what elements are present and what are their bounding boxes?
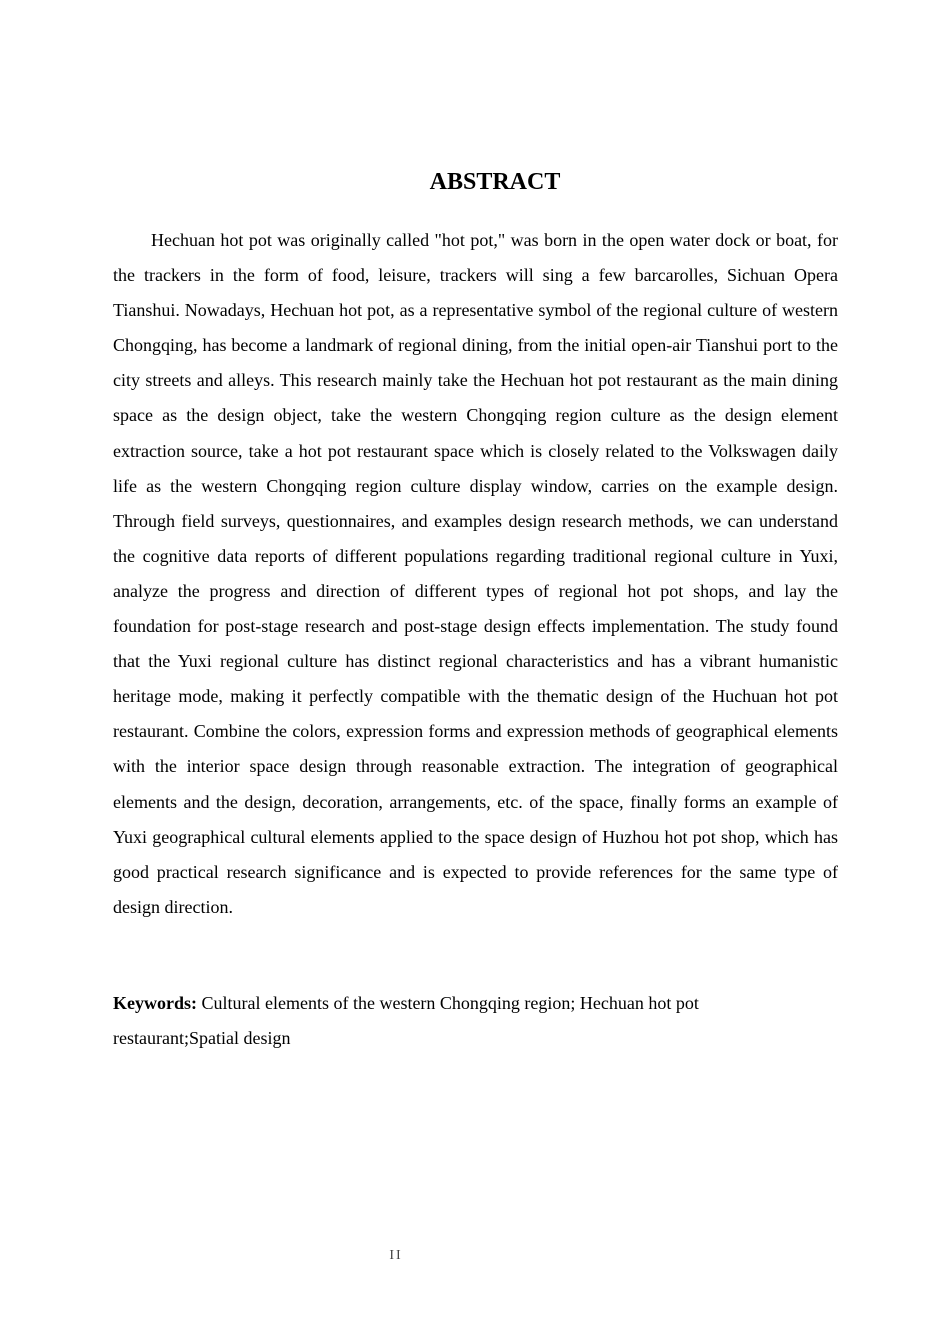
abstract-paragraph: Hechuan hot pot was originally called "hot pot," was born in the open water dock or boat, for the trackers in the form of food, leisure, trackers will sing a few barcarolles, Sichuan Opera Tianshui. Nowadays, Hechuan hot pot, as a representative symbol of the regional culture of western Chongqing, has become a landmark of regional dining, from the initial open-air Tianshui port to the city streets and alleys. This research mainly take the Hechuan hot pot restaurant as the main dining space as the design object, take the western Chongqing region culture as the design element extraction source, take a hot pot restaurant space which is closely related to the Volkswagen daily life as the western Chongqing region culture display window, carries on the example design. Through field surveys, questionnaires, and examples design research methods, we can understand the cognitive data reports of different populations regarding traditional regional culture in Yuxi, analyze the progress and direction of different types of regional hot pot shops, and lay the foundation for post-stage research and post-stage design effects implementation. The study found that the Yuxi regional culture has distinct regional characteristics and has a vibrant humanistic heritage mode, making it perfectly compatible with the thematic design of the Huchuan hot pot restaurant. Combine the colors, expression forms and expression methods of geographical elements with the interior space design through reasonable extraction. The integration of geographical elements and the design, decoration, arrangements, etc. of the space, finally forms an example of Yuxi geographical cultural elements applied to the space design of Huzhou hot pot shop, which has good practical research significance and is expected to provide references for the same type of design direction. (113, 230, 838, 917)
keywords-text: Cultural elements of the western Chongqing region; Hechuan hot pot restaurant;Spatial design (113, 993, 699, 1048)
keywords-label: Keywords: (113, 993, 197, 1013)
keywords-line (113, 986, 773, 1056)
page-title: ABSTRACT (429, 169, 561, 195)
page-number: II (389, 1248, 403, 1263)
